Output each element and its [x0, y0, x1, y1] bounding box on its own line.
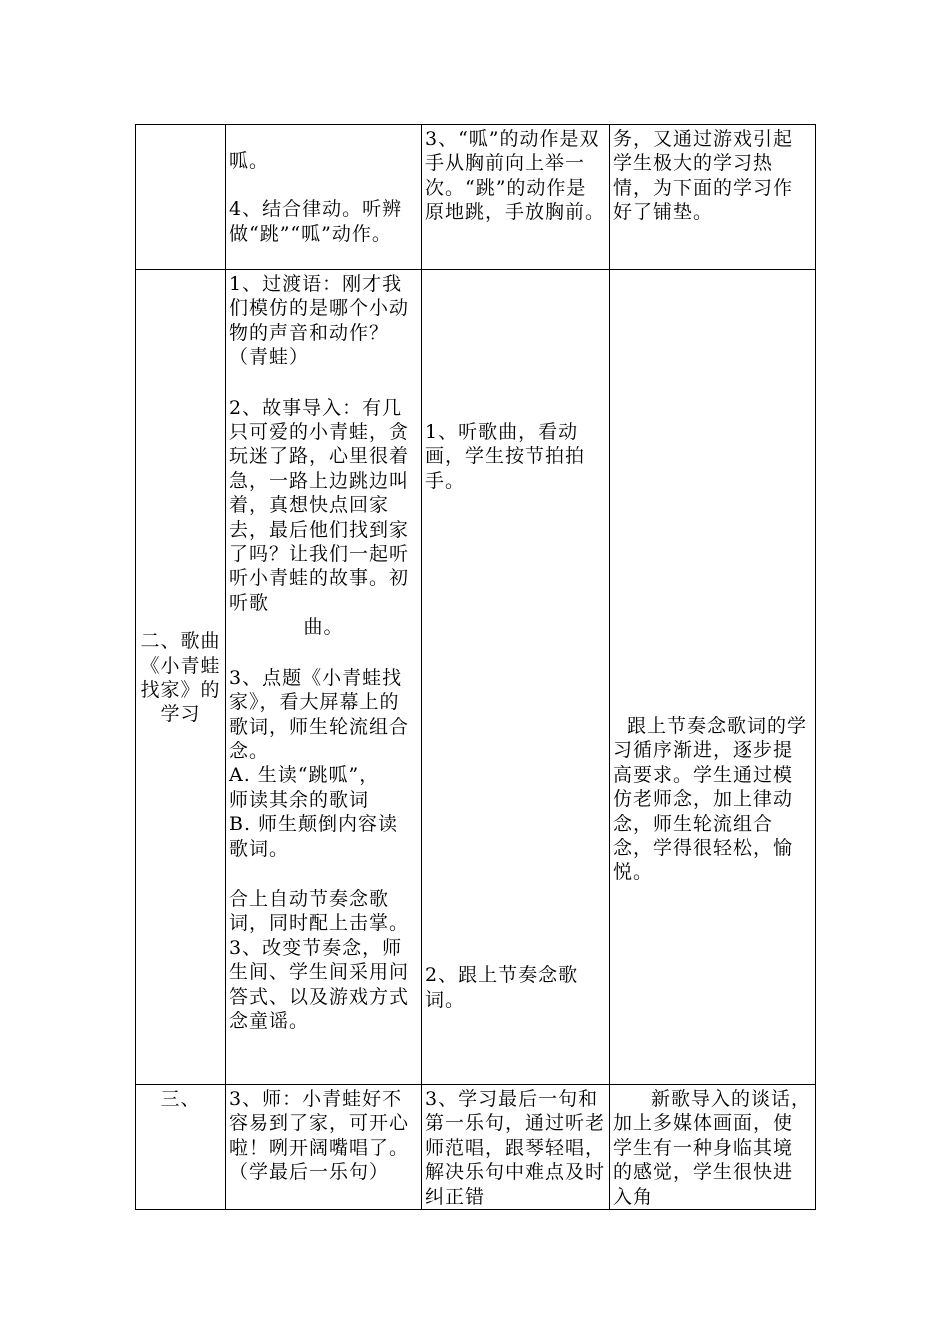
intent-text: 务，又通过游戏引起学生极大的学习热情，为下面的学习作好了铺垫。 [613, 128, 794, 224]
teacher-text: 师读其余的歌词 [229, 788, 370, 811]
teacher-text: 合上自动节奏念歌词，同时配上击掌。 [229, 887, 410, 935]
student-text: 1、听歌曲，看动画，学生按节拍拍手。 [425, 421, 586, 492]
stage-cell [136, 270, 226, 1085]
teacher-text: 曲。 [303, 616, 344, 639]
teacher-text: 3、改变节奏念，师生间、学生间采用问答式、以及游戏方式念童谣。 [229, 936, 410, 1032]
student-text: 3、“呱”的动作是双手从胸前向上举一次。“跳”的动作是原地跳，手放胸前。 [425, 128, 606, 224]
teacher-text: 3、点题《小青蛙找家》，看大屏幕上的歌词，师生轮流组合念。 [229, 666, 410, 762]
table-row [136, 1085, 816, 1210]
student-text: 3、学习最后一句和第一乐句，通过听老师范唱，跟琴轻唱，解决乐句中难点及时纠正错 [425, 1088, 606, 1208]
stage-cell [136, 1085, 226, 1210]
student-activity-cell [422, 270, 610, 1085]
design-intent-cell [610, 270, 816, 1085]
design-intent-cell [610, 1085, 816, 1210]
teacher-text: 3、师：小青蛙好不容易到了家，可开心啦！咧开阔嘴唱了。（学最后一乐句） [229, 1088, 410, 1184]
teacher-activity-cell [226, 1085, 422, 1210]
student-activity-cell [422, 125, 610, 270]
teacher-text: B. 师生颠倒内容读歌词。 [229, 813, 399, 860]
stage-title: 三、 [160, 1088, 201, 1110]
teacher-activity-cell [226, 125, 422, 270]
intent-text: 新歌导入的谈话，加上多媒体画面，使学生有一种身临其境的感觉，学生很快进入角 [613, 1088, 812, 1208]
student-text: 2、跟上节奏念歌词。 [425, 964, 579, 1011]
intent-text: 跟上节奏念歌词的学习循序渐进，逐步提高要求。学生通过模仿老师念，加上律动念，师生轮流组合念，学得很轻松，愉悦。 [613, 715, 808, 884]
table-row [136, 125, 816, 270]
stage-title: 二、歌曲《小青蛙找家》的学习 [140, 630, 221, 726]
design-intent-cell [610, 125, 816, 270]
teacher-text: A. 生读“跳呱”， [229, 764, 380, 787]
student-activity-cell [422, 1085, 610, 1210]
teacher-text: 2、故事导入：有几只可爱的小青蛙，贪玩迷了路，心里很着急，一路上边跳边叫着，真想快点回家去，最后他们找到家了吗？让我们一起听听小青蛙的故事。初听歌 [229, 396, 410, 614]
lesson-plan-table [135, 124, 816, 1210]
stage-cell [136, 125, 226, 270]
teacher-text: 4、结合律动。听辨做“跳”“呱”动作。 [229, 198, 403, 245]
teacher-activity-cell [226, 270, 422, 1085]
table-row [136, 270, 816, 1085]
teacher-text: 呱。 [229, 150, 270, 172]
teacher-text: 1、过渡语：刚才我们模仿的是哪个小动物的声音和动作？（青蛙） [229, 273, 410, 369]
